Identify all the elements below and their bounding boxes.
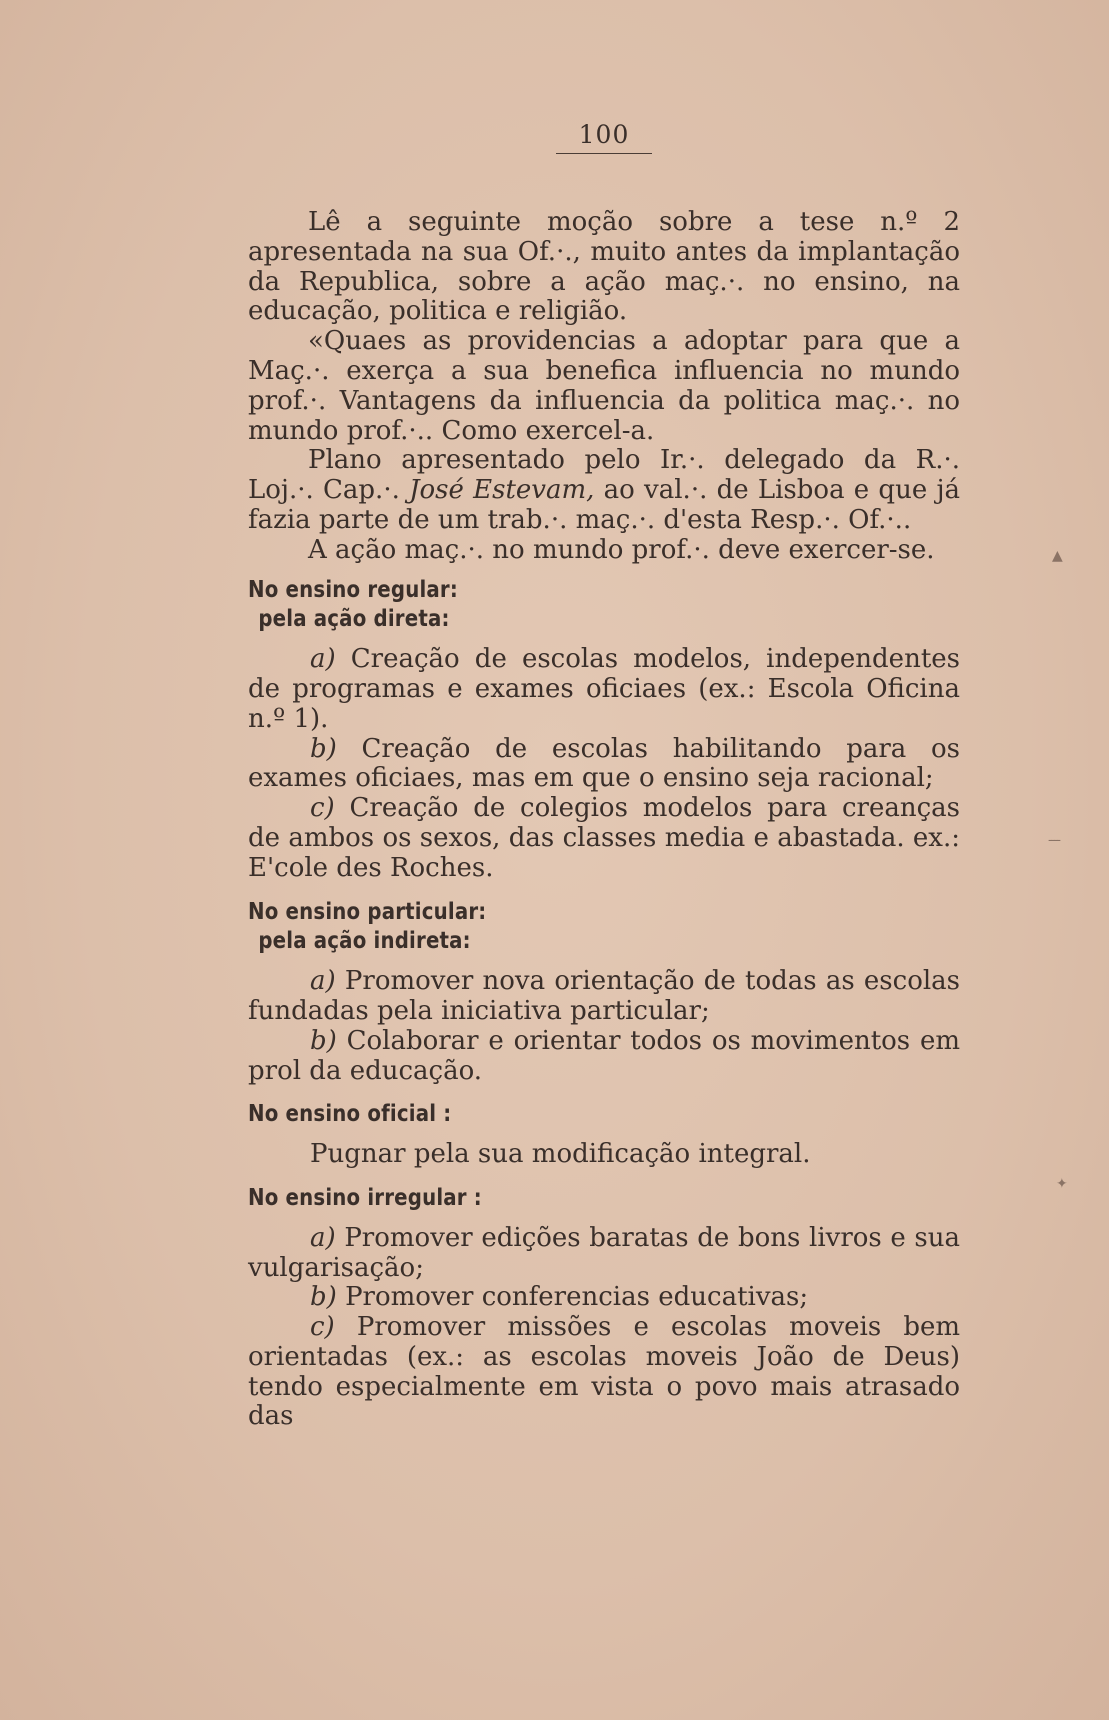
item-letter: a)	[310, 966, 336, 997]
margin-ink-mark: ▲	[1052, 548, 1063, 564]
heading-regular: No ensino regular:	[248, 576, 458, 603]
margin-ink-mark: ✦	[1056, 1176, 1068, 1192]
acao-paragraph: A ação maç.·. no mundo prof.·. deve exercer-se.	[308, 534, 935, 565]
item-letter: c)	[310, 793, 335, 824]
intro-paragraph: Lê a seguinte moção sobre a tese n.º 2 apresentada na sua Of.·., muito antes da implantação da Republica, sobre a ação maç.·. no ensino, na educação, politica e religião.	[248, 207, 960, 327]
item-text: Promover missões e escolas moveis bem orientadas (ex.: as escolas moveis João de Deus) tendo especialmente em vista o povo mais atrasado das	[248, 1312, 960, 1432]
item-text: Colaborar e orientar todos os movimentos em prol da educação.	[248, 1025, 960, 1086]
item-text: Promover conferencias educativas;	[345, 1282, 809, 1313]
heading-oficial: No ensino oficial :	[248, 1101, 452, 1128]
heading-irregular: No ensino irregular :	[248, 1184, 482, 1211]
plano-after: ao val.·. de Lisboa e que já fazia parte de um trab.·. maç.·. d'esta Resp.·. Of.·..	[248, 475, 961, 535]
item-text: Promover edições baratas de bons livros e sua vulgarisação;	[248, 1222, 961, 1283]
list-item	[248, 794, 960, 883]
item-text: Creação de escolas habilitando para os exames oficiaes, mas em que o ensino seja racional;	[248, 733, 961, 794]
item-text: Creação de escolas modelos, independentes de programas e exames oficiaes (ex.: Escola Oficina n.º 1).	[248, 644, 960, 734]
item-letter: a)	[310, 1222, 336, 1253]
item-letter: c)	[310, 1312, 335, 1343]
subheading-indireta: pela ação indireta:	[258, 928, 471, 955]
item-text: Promover nova orientação de todas as escolas fundadas pela iniciativa particular;	[248, 966, 961, 1026]
plano-paragraph	[248, 446, 960, 535]
item-letter: a)	[310, 644, 336, 675]
item-letter: b)	[310, 733, 337, 764]
list-item	[248, 645, 960, 734]
page-number: 100	[556, 120, 652, 154]
subheading-direta: pela ação direta:	[258, 606, 450, 633]
list-item	[248, 1313, 960, 1432]
item-text: Creação de colegios modelos para creanças de ambos os sexos, das classes media e abastada. ex.: E'cole des Roches.	[248, 793, 961, 883]
plano-name: José Estevam,	[409, 475, 595, 506]
list-item	[248, 735, 960, 795]
oficial-text: Pugnar pela sua modificação integral.	[310, 1139, 811, 1170]
quote-paragraph: «Quaes as providencias a adoptar para que a Maç.·. exerça a sua benefica influencia no mundo prof.·. Vantagens da influencia da politica maç.·. no mundo prof.·.. Como exercel-a.	[248, 326, 960, 446]
plano-before: Plano apresentado pelo Ir.·. delegado da R.·. Loj.·. Cap.·.	[248, 445, 960, 506]
list-item	[248, 1283, 960, 1313]
item-letter: b)	[310, 1282, 337, 1313]
list-item	[248, 967, 960, 1027]
item-letter: b)	[310, 1025, 337, 1056]
margin-ink-mark: ‐‐‐‐	[1048, 832, 1059, 848]
heading-particular: No ensino particular:	[248, 898, 487, 925]
page-body	[248, 208, 960, 1432]
list-item	[248, 1027, 960, 1087]
list-item	[248, 1224, 960, 1284]
